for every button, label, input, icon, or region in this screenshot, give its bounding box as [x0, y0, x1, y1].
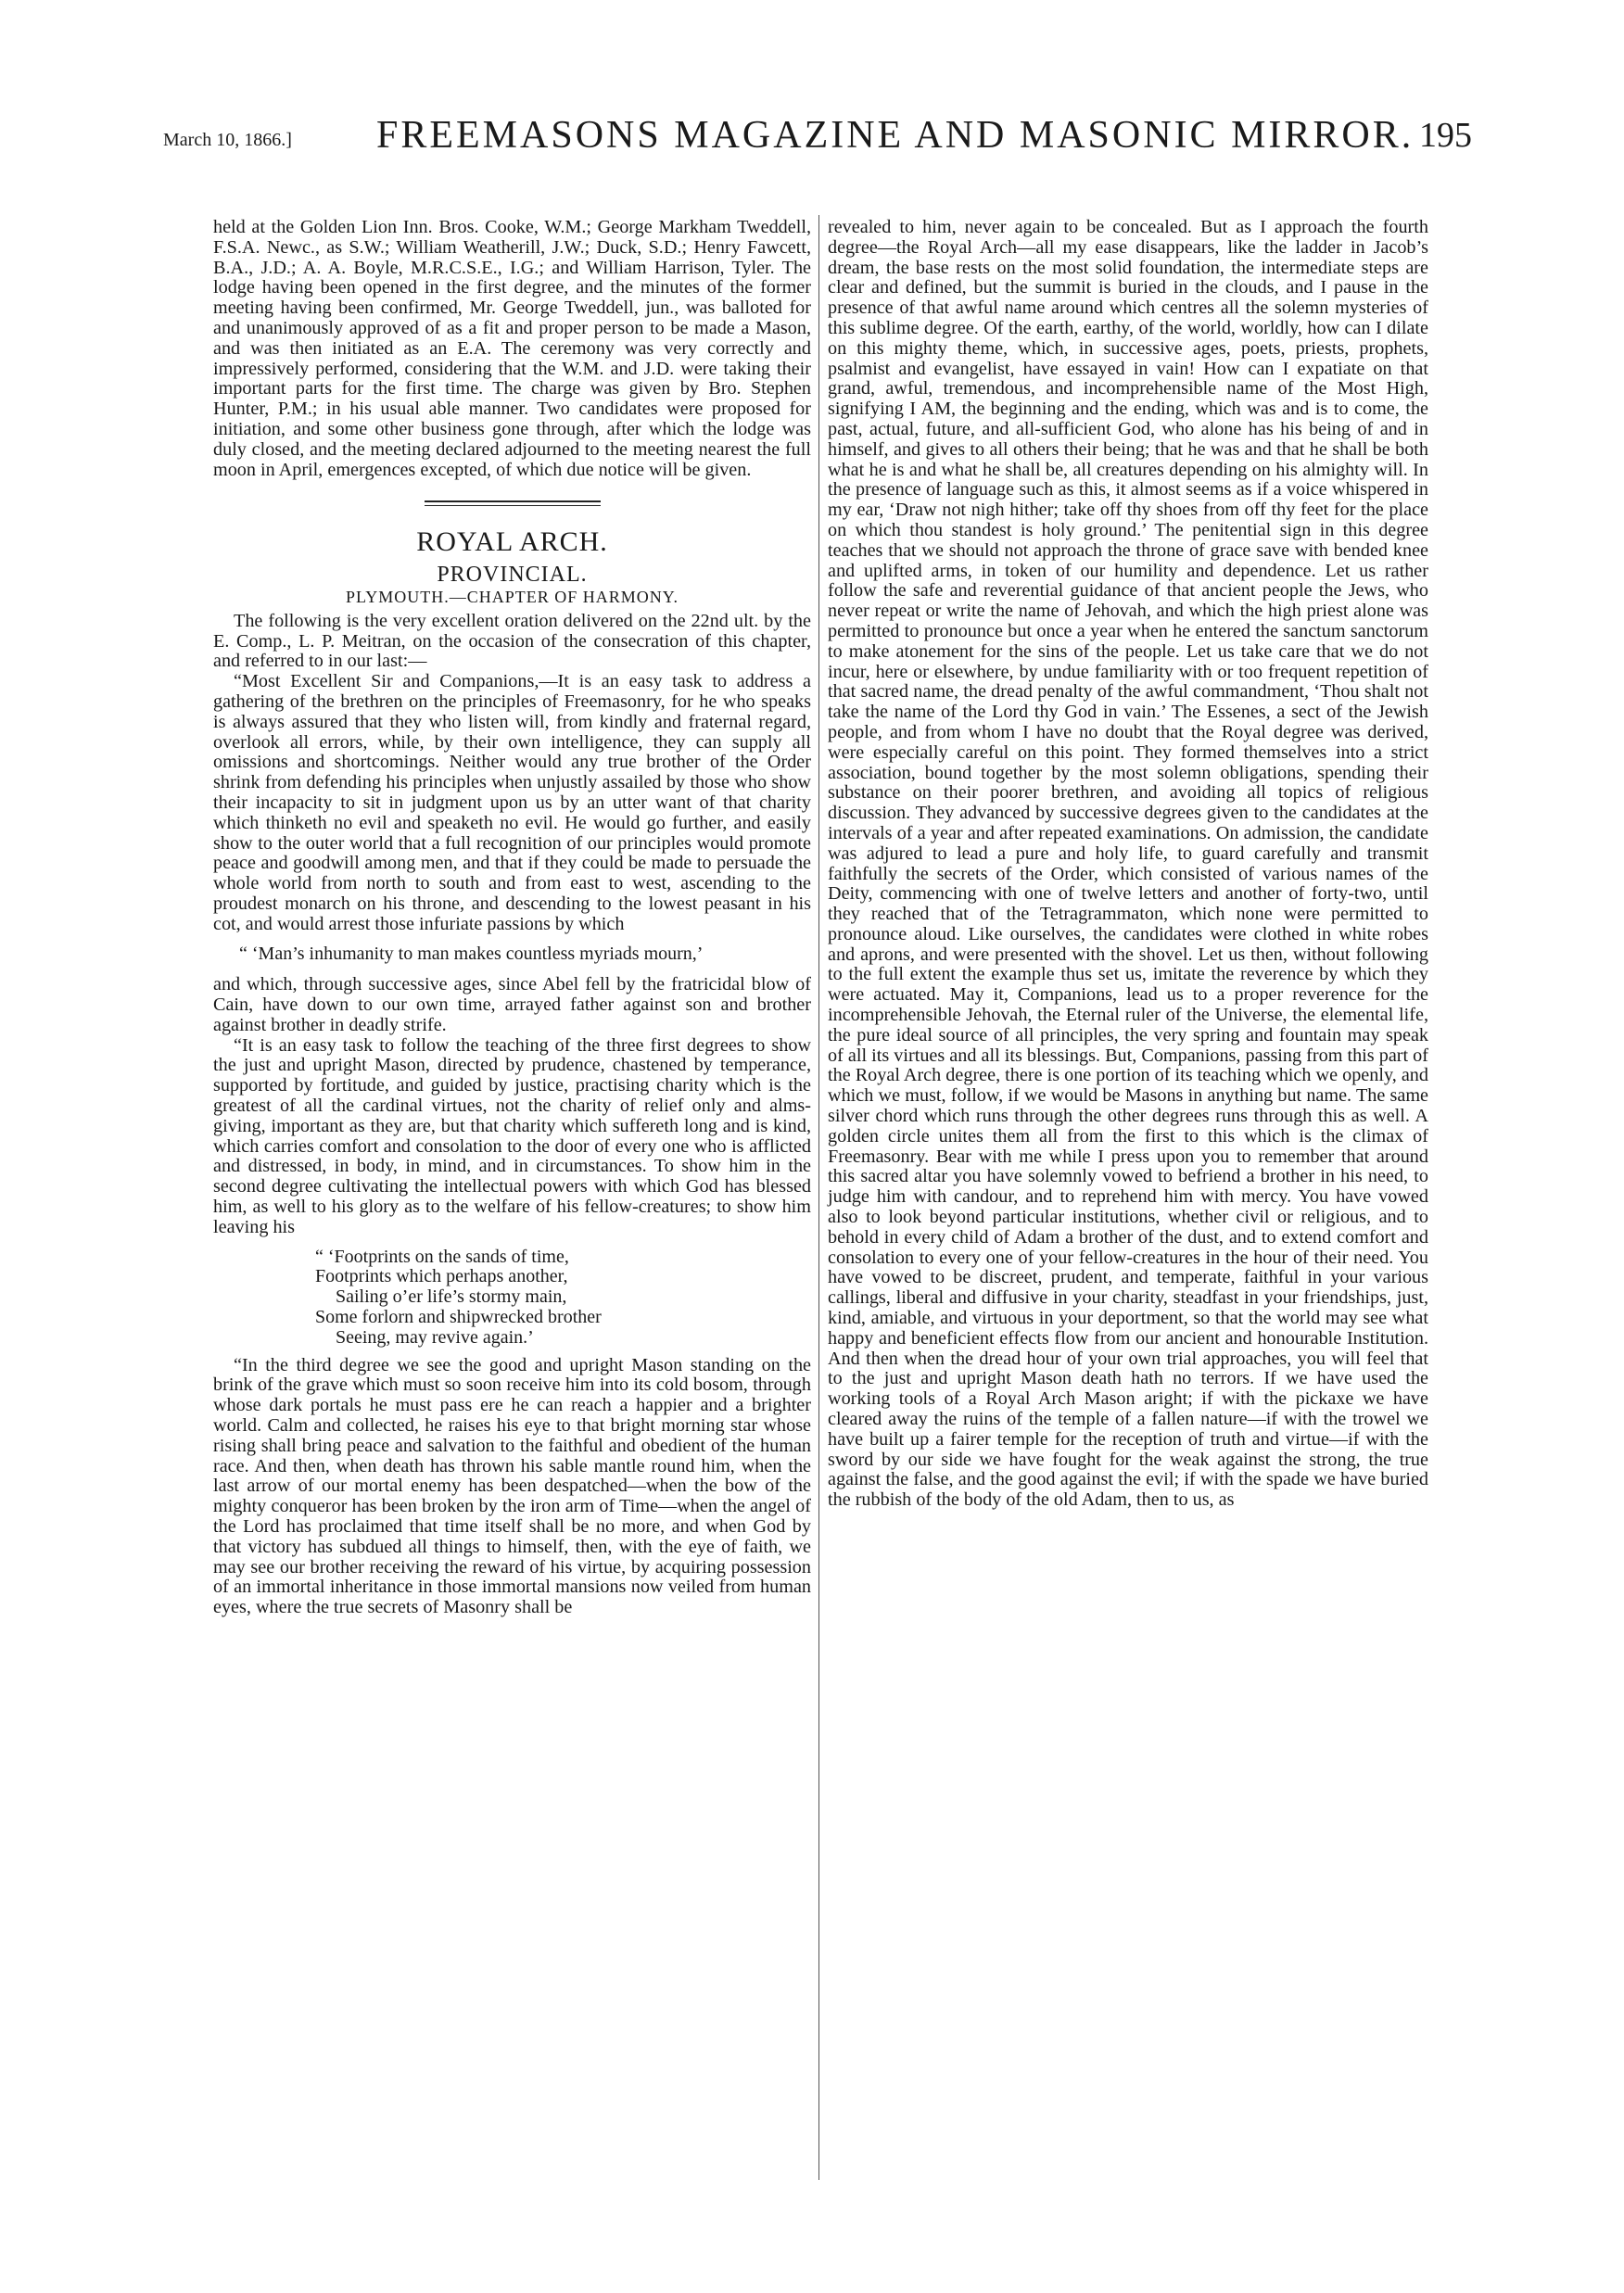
subsection-heading-provincial: PROVINCIAL. — [437, 563, 588, 588]
poem-quotation — [315, 1248, 811, 1349]
page-header — [163, 109, 1472, 165]
oration-paragraph: “It is an easy task to follow the teaching of the three first degrees to show the just and upright Mason, directed by prudence, chastened by temperance, supported by fortitude, and guided by justice, practising charity which is the greatest of all the cardinal virtues, not the charity of relief only and alms-giving, important as they are, but that charity which suffereth long and is kind, which carries comfort and consolation to the door of every one who is afflicted and distressed, in body, in mind, and in circumstances. To show him in the second degree cultivating the intellectual powers with which God has blessed him, as well to his glory as to the welfare of his fellow-creatures; to show him leaving his — [213, 1034, 811, 1237]
poem-line: “ ‘Footprints on the sands of time, — [315, 1246, 569, 1267]
masthead-title: FREEMASONS MAGAZINE AND MASONIC MIRROR. — [376, 114, 1415, 157]
issue-date: March 10, 1866.] — [163, 130, 292, 150]
poem-line: Some forlorn and shipwrecked brother — [315, 1307, 602, 1328]
oration-paragraph: and which, through successive ages, since Abel fell by the fratricidal blow of Cain, have down to our own time, arrayed father against son and brother against brother in deadly strife. — [213, 974, 811, 1035]
oration-intro: The following is the very excellent oration delivered on the 22nd ult. by the E. Comp., L. P. Meitran, on the occasion of the consecration of this chapter, and referred to in our last:— — [213, 610, 811, 672]
section-heading-royal-arch: ROYAL ARCH. — [416, 526, 608, 558]
left-column — [213, 218, 811, 1618]
quotation-line: “ ‘Man’s inhumanity to man makes countless myriads mourn,’ — [239, 943, 704, 964]
oration-paragraph: “Most Excellent Sir and Companions,—It is an easy task to address a gathering of the brethren on the principles of Freemasonry, for he who speaks is always assured that they who listen will, from kindly and fraternal regard, overlook all errors, while, by their own intelligence, they can supply all omissions and shortcomings. Neither would any true brother of the Order shrink from defending his principles when unjustly assailed by those who show their incapacity to sit in judgment upon us by an utter want of that charity which thinketh no evil and speaketh no evil. He would go further, and easily show to the outer world that a full recognition of our principles would promote peace and goodwill among men, and that if they could be made to persuade the whole world from north to south and from east to west, ascending to the proudest monarch on his throne, and descending to the lowest peasant in his cot, and would arrest those infuriate passions by which — [213, 671, 811, 934]
section-divider — [425, 500, 601, 506]
chapter-heading: PLYMOUTH.—CHAPTER OF HARMONY. — [346, 587, 679, 606]
column-divider — [818, 215, 819, 2180]
page-number: 195 — [1419, 116, 1472, 155]
poem-line: Sailing o’er life’s stormy main, — [336, 1286, 567, 1308]
oration-continuation: revealed to him, never again to be concealed. But as I approach the fourth degree—the Royal Arch—all my ease disappears, like the ladder in Jacob’s dream, the base rests on the most solid foundation, the intermediate steps are clear and defined, but the summit is buried in the clouds, and I pause in the presence of that awful name around which centres all the solemn mysteries of this sublime degree. Of the earth, earthy, of the world, worldly, how can I dilate on this mighty theme, which, in successive ages, poets, priests, prophets, psalmist and evangelist, have essayed in vain! How can I expatiate on that grand, awful, tremendous, and incomprehensible name of the Most High, signifying I AM, the beginning and the ending, which was and is to come, the past, actual, future, and all-sufficient God, who alone has his being of and in himself, and gives to all others their being; that he was and that he shall be both what he is and what he shall be, all creatures depending on his almighty will. In the presence of language such as this, it almost seems as if a voice whispered in my ear, ‘Draw not nigh hither; take off thy shoes from off thy feet for the place on which thou standest is holy ground.’ The penitential sign in this degree teaches that we should not approach the throne of grace save with bended knee and uplifted arms, in token of our humility and dependence. Let us rather follow the safe and reverential guidance of that ancient people the Jews, who never repeat or write the name of Jehovah, and which the high priest alone was permitted to pronounce but once a year when he entered the sanctum sanctorum to make atonement for the sins of the people. Let us take care that we do not incur, here or elsewhere, by undue familiarity with or too frequent repetition of that sacred name, the dread penalty of the awful commandment, ‘Thou shalt not take the name of the Lord thy God in vain.’ The Essenes, a sect of the Jewish people, and from whom I have no doubt that the Royal degree was derived, were especially careful on this point. They formed themselves into a strict association, bound together by the most solemn obligations, spending their substance on their poorer brethren, and avoiding all topics of religious discussion. They advanced by successive degrees given to the candidates at the intervals of a year and after repeated examinations. On admission, the candidate was adjured to lead a pure and holy life, to guard carefully and transmit faithfully the secrets of the Order, which consisted of various names of the Deity, commencing with one of twelve letters and another of forty-two, until they reached that of the Tetragrammaton, which none were permitted to pronounce aloud. Like ourselves, the candidates were clothed in white robes and aprons, and were presented with the shovel. Let us then, without following to the full extent the example thus set us, imitate the reverence by which they were actuated. May it, Companions, lead us to a proper reverence for the incomprehensible Jehovah, the Eternal ruler of the Universe, the elemental life, the pure ideal source of all principles, the very spring and fountain may speak of all its virtues and all its blessings. But, Companions, passing from this part of the Royal Arch degree, there is one portion of its teaching which we openly, and which we must, follow, if we would be Masons in anything but name. The same silver chord which runs through the other degrees runs through this as well. A golden circle unites them all from the first to this which is the climax of Freemasonry. Bear with me while I press upon you to remember that around this sacred altar you have solemnly vowed to befriend a brother in his need, to judge him with candour, and to reprehend him with mercy. You have vowed also to look beyond particular institutions, whether civil or religious, and to behold in every child of Adam a brother of the dust, and to extend comfort and consolation to every one of your fellow-creatures in the hour of their need. You have vowed to be discreet, prudent, and temperate, faithful in your various callings, liberal and diffusive in your charity, steadfast in your friendships, just, kind, amiable, and virtuous in your deportment, so that the world may see what happy and beneficient effects flow from our ancient and honourable Institution. And then when the dread hour of your own trial approaches, you will feel that to the just and upright Mason death hath no terrors. If we have used the working tools of a Royal Arch Mason aright; if with the pickaxe we have cleared away the ruins of the temple of a fallen nature—if with the trowel we have built up a fairer temple for the reception of truth and virtue—if with the sword by our side we have fought for the weak against the strong, the true against the false, and the good against the evil; if with the spade we have buried the rubbish of the body of the old Adam, then to us, as — [828, 217, 1428, 1511]
lodge-report-paragraph: held at the Golden Lion Inn. Bros. Cooke, W.M.; George Markham Tweddell, F.S.A. Newc., as S.W.; William Weatherill, J.W.; Duck, S.D.; Henry Fawcett, B.A., J.D.; A. A. Boyle, M.R.C.S.E., I.G.; and William Harrison, Tyler. The lodge having been opened in the first degree, and the minutes of the former meeting having been confirmed, Mr. George Tweddell, jun., was balloted for and unanimously approved of as a fit and proper person to be made a Mason, and was then initiated as an E.A. The ceremony was very correctly and impressively performed, considering that the W.M. and J.D. were taking their important parts for the first time. The charge was given by Bro. Stephen Hunter, P.M.; in his usual able manner. Two candidates were proposed for initiation, and some other business gone through, after which the lodge was duly closed, and the meeting declared adjourned to the meeting nearest the full moon in April, emergences excepted, of which due notice will be given. — [213, 217, 811, 480]
poem-line: Footprints which perhaps another, — [315, 1266, 568, 1287]
poem-line: Seeing, may revive again.’ — [336, 1326, 534, 1348]
right-column — [828, 218, 1428, 1511]
oration-paragraph: “In the third degree we see the good and upright Mason standing on the brink of the grave which must so soon receive him into its cold bosom, through whose dark portals he must pass ere he can reach a happier and a brighter world. Calm and collected, he raises his eye to that bright morning star whose rising shall bring peace and salvation to the faithful and obedient of the human race. And then, when death has thrown his sable mantle round him, when the last arrow of our mortal enemy has been despatched—when the bow of the mighty conqueror has been broken by the iron arm of Time—when the angel of the Lord has proclaimed that time itself shall be no more, and when God by that victory has subdued all things to himself, then, with the eye of faith, we may see our brother receiving the reward of his virtue, by acquiring possession of an immortal inheritance in those immortal mansions now veiled from human eyes, where the true secrets of Masonry shall be — [213, 1354, 811, 1618]
